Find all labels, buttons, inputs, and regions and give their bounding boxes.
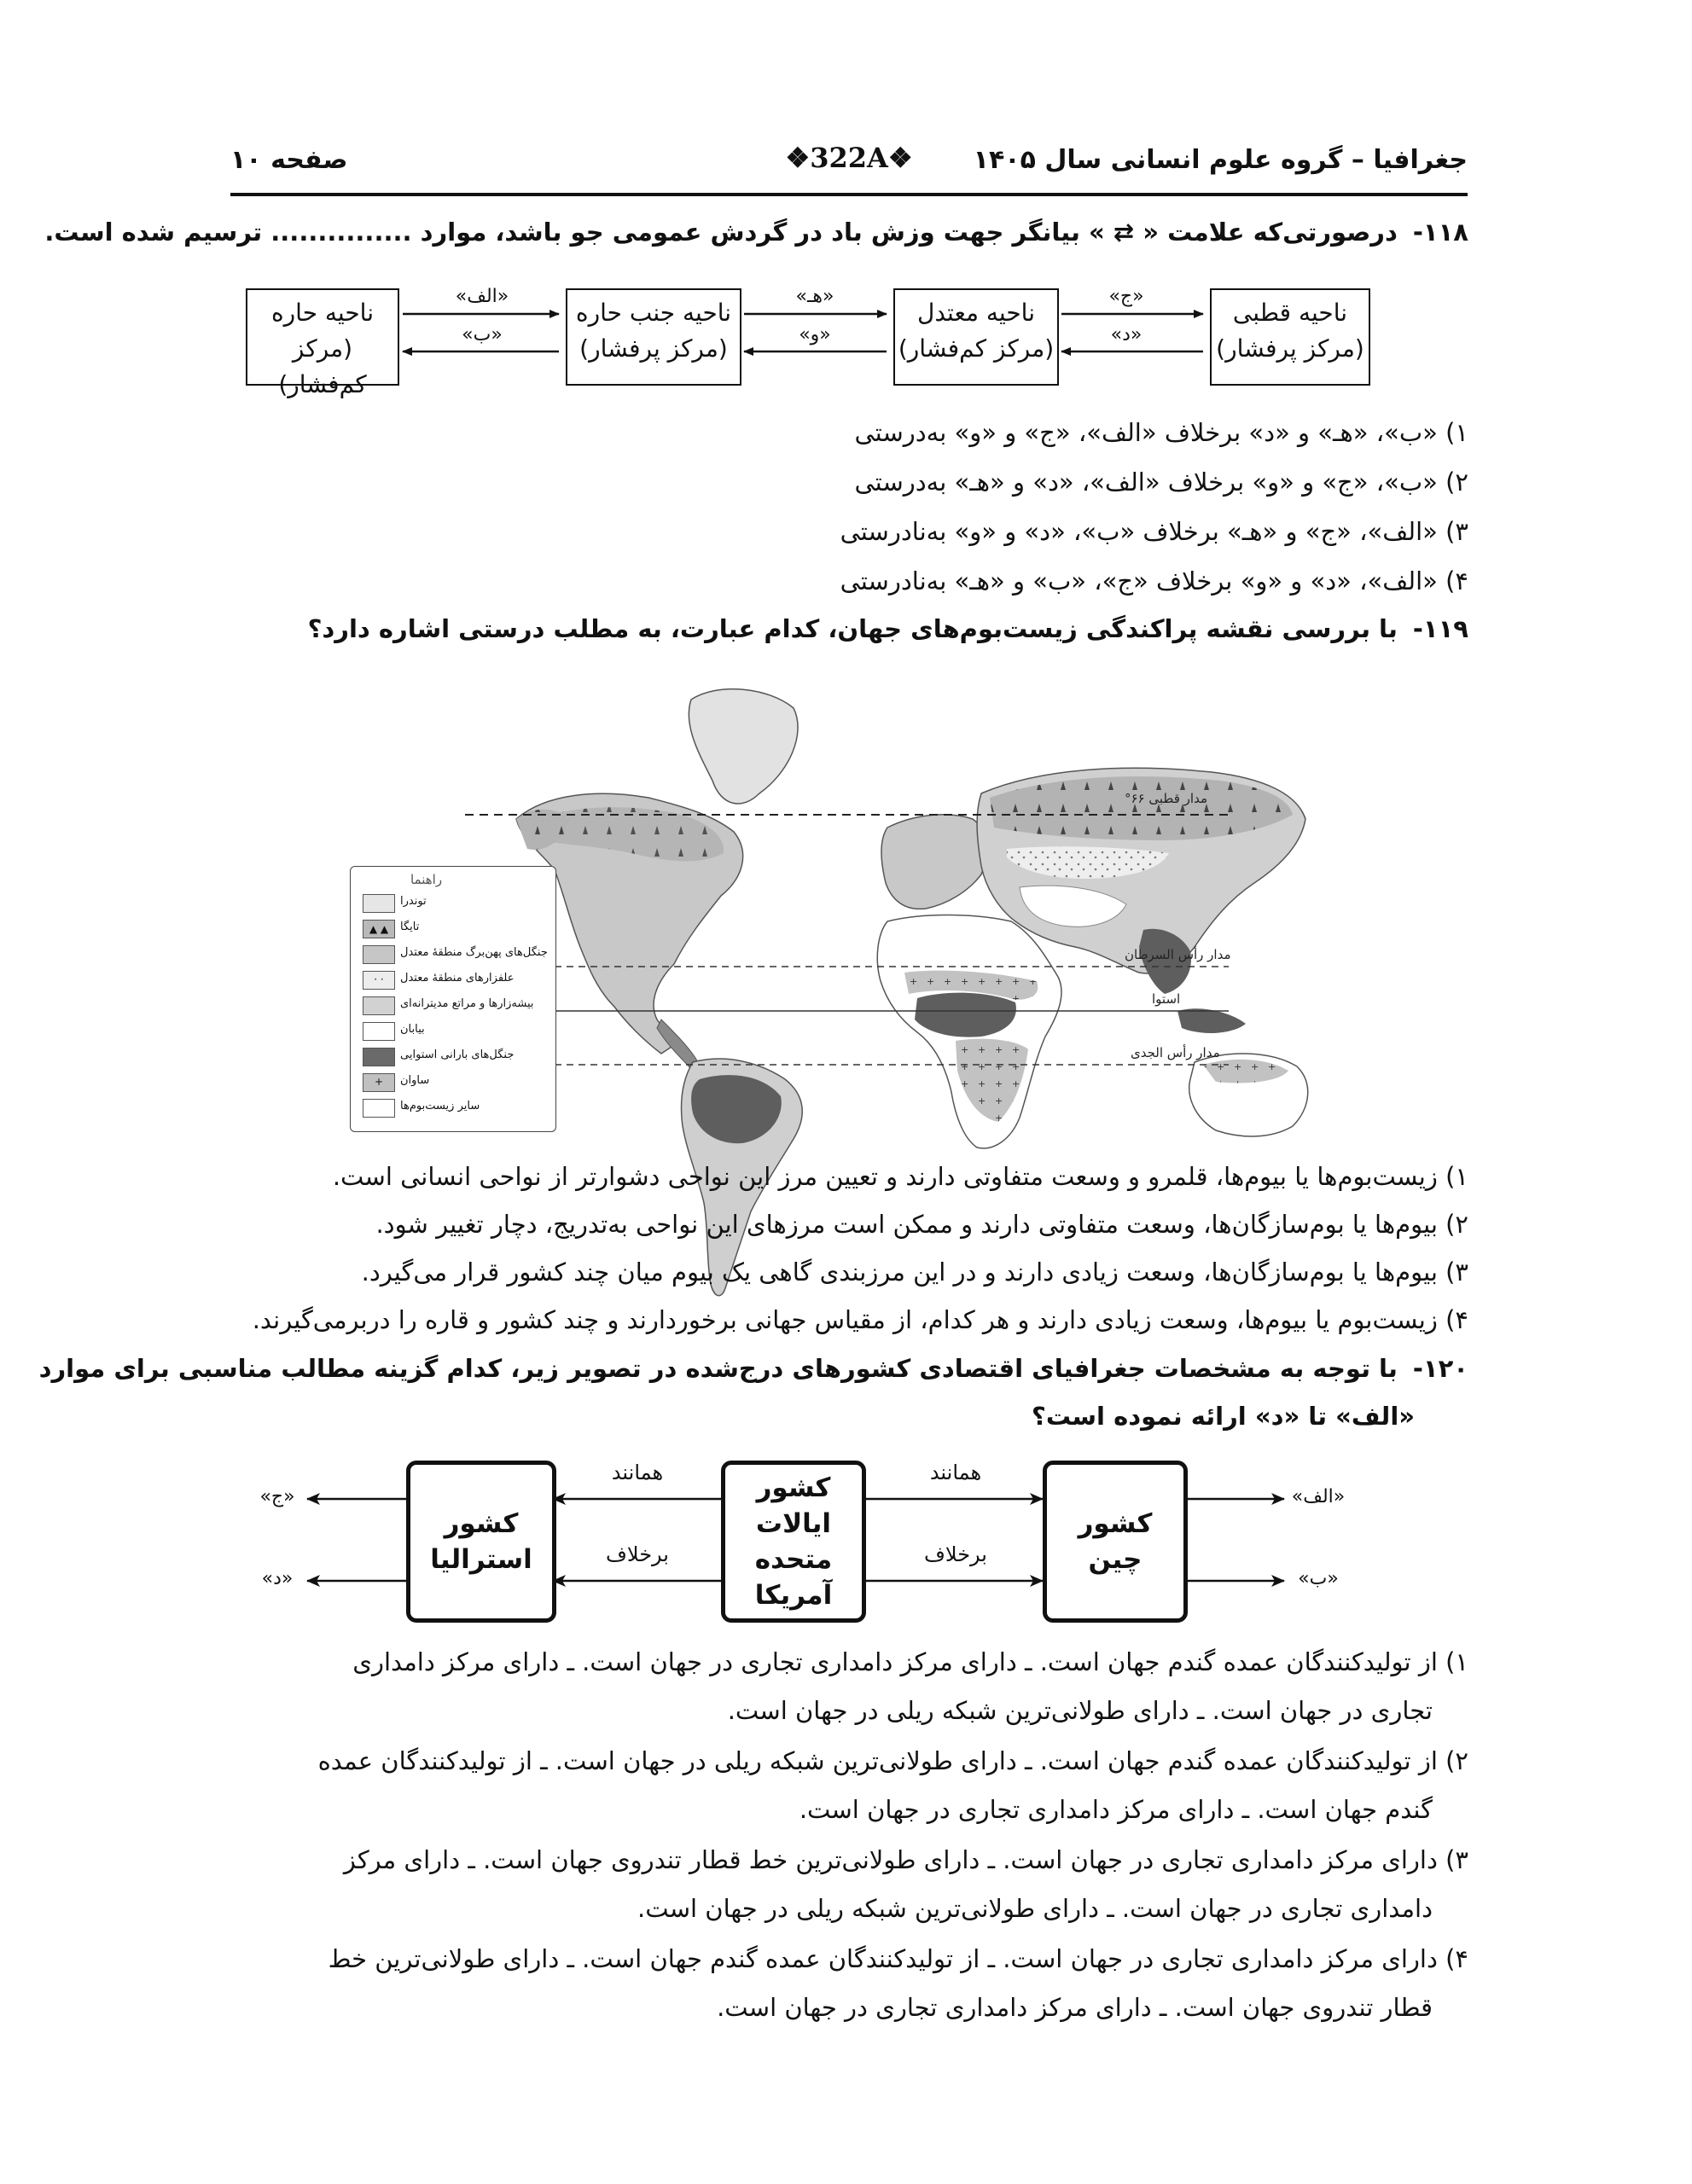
q119-option-2[interactable]: ۲) بیوم‌ها یا بوم‌سازگان‌ها، وسعت متفاوتی دارند و ممکن است مرزهای این نواحی به‌تدریج، دچار تغییر شود. [375,1210,1468,1239]
question-number: ۱۱۸- [1412,218,1468,247]
legend-item [363,920,555,938]
option-line: ۴) دارای مرکز دامداری تجاری در جهان است. ـ از تولیدکنندگان عمده گندم جهان است. ـ دارای طولانی‌ترین خط [328,1944,1468,1973]
legend-title: راهنما [410,872,443,887]
ornament-icon: ❖ [887,142,913,174]
option-line: ۲) از تولیدکنندگان عمده گندم جهان است. ـ دارای طولانی‌ترین شبکه ریلی در جهان است. ـ از تولیدکنندگان عمده [317,1746,1468,1775]
indonesia-rainforest [1177,1008,1246,1033]
legend-swatch [363,1048,395,1066]
q119-option-1[interactable]: ۱) زیست‌بوم‌ها یا بیوم‌ها، قلمرو و وسعت متفاوتی دارند و تعیین مرز این نواحی دشوارتر از نواحی انسانی است. [332,1162,1468,1191]
box-label: ناحیه حاره [270,299,375,327]
tropic-capricorn-label: مدار رأس الجدی [1131,1045,1220,1060]
legend-item [363,1022,555,1041]
legend-label: تایگا [400,921,420,933]
q118-option-4[interactable]: ۴) «الف»، «د» و «و» برخلاف «ج»، «ب» و «هـ» به‌نادرستی [840,566,1468,595]
question-120 [39,1354,1468,1383]
label-d: «د» [261,1568,294,1589]
arctic-circle-label: مدار قطبی ۶۶° [1125,791,1207,806]
legend-label: سایر زیست‌بوم‌ها [400,1100,480,1112]
box-china [1043,1461,1188,1623]
q120-option-4[interactable] [223,1935,1468,2032]
taiga-icon: ▲ ▲ [363,920,395,938]
europe-shape [881,815,987,909]
box-label: چین [1088,1544,1143,1575]
box-label: ناحیه جنب حاره [575,299,732,327]
legend-item [363,996,555,1015]
box-label: (مرکز کم‌فشار) [278,334,367,398]
legend-label: جنگل‌های بارانی استوایی [400,1048,515,1061]
q118-option-2[interactable]: ۲) «ب»، «ج» و «و» برخلاف «الف»، «د» و «هـ» به‌درستی [854,468,1468,497]
equator-label: استوا [1152,991,1181,1007]
asia-taiga [990,776,1293,840]
q118-option-1[interactable]: ۱) «ب»، «هـ» و «د» برخلاف «الف»، «ج» و «و» به‌درستی [854,418,1468,447]
savanna-icon: + [363,1073,395,1092]
question-text: درصورتی‌که علامت « ⇄ » بیانگر جهت وزش باد در گردش عمومی جو باشد، موارد ............... ترسیم شده است. [44,218,1398,247]
tropic-cancer-label: مدار رأس السرطان [1125,947,1231,962]
greenland-shape [689,689,798,804]
arrow-label-d: «د» [1110,324,1143,346]
question-120-cont: «الف» تا «د» ارائه نموده است؟ [1032,1402,1415,1431]
question-number: ۱۲۰- [1412,1354,1468,1383]
grassland-icon: · · [363,971,395,990]
legend-item [363,1073,555,1092]
option-line: دامداری تجاری در جهان است. ـ دارای طولانی‌ترین شبکه ریلی در جهان است. [637,1894,1433,1923]
legend-item [363,1099,555,1118]
legend-label: بیشه‌زارها و مراتع مدیترانه‌ای [400,997,534,1010]
question-number: ۱۱۹- [1412,614,1468,643]
label-same-left: همانند [611,1461,664,1484]
q120-option-3[interactable] [223,1836,1468,1933]
box-australia [406,1461,556,1623]
q120-option-2[interactable] [223,1737,1468,1834]
q119-option-4[interactable]: ۴) زیست‌بوم یا بیوم‌ها، وسعت زیادی دارند و هر کدام، از مقیاس جهانی برخوردارند و چند کشور و قاره را دربرمی‌گیرند. [252,1305,1468,1334]
subject-title: جغرافیا – گروه علوم انسانی سال ۱۴۰۵ [973,145,1468,175]
arrow-label-v: «و» [799,324,831,346]
page-number: صفحه ۱۰ [230,145,348,175]
q120-option-1[interactable] [223,1638,1468,1735]
legend-item [363,1048,555,1066]
box-label: (مرکز پرفشار) [1216,334,1364,363]
box-label: کشور [444,1508,519,1539]
q118-option-3[interactable]: ۳) «الف»، «ج» و «هـ» برخلاف «ب»، «د» و «و» به‌نادرستی [840,517,1468,546]
legend-item [363,971,555,990]
arrow-label-alef: «الف» [455,286,509,307]
option-line: ۱) از تولیدکنندگان عمده گندم جهان است. ـ دارای مرکز دامداری تجاری در جهان است. ـ دارای مرکز دامداری [352,1647,1468,1676]
option-line: گندم جهان است. ـ دارای مرکز دامداری تجاری در جهان است. [799,1795,1433,1824]
option-line: ۳) دارای مرکز دامداری تجاری در جهان است. ـ دارای طولانی‌ترین خط قطار تندروی جهان است. ـ دارای مرکز [343,1845,1468,1874]
legend-label: توندرا [400,895,427,908]
legend-swatch [363,1099,395,1118]
label-j: «ج» [259,1486,295,1507]
box-label: (مرکز پرفشار) [579,334,728,363]
label-same-right: همانند [929,1461,982,1484]
legend-label: ساوان [400,1074,430,1087]
legend-swatch [363,996,395,1015]
box-label: کشور [756,1472,831,1503]
option-line: تجاری در جهان است. ـ دارای طولانی‌ترین شبکه ریلی در جهان است. [727,1696,1433,1725]
legend-swatch [363,894,395,913]
box-label: آمریکا [754,1580,833,1611]
q119-option-3[interactable]: ۳) بیوم‌ها یا بوم‌سازگان‌ها، وسعت زیادی دارند و در این مرزبندی گاهی یک بیوم میان چند کشور قرار می‌گیرد. [361,1258,1468,1287]
arrow-label-j: «ج» [1108,286,1144,307]
option-line: قطار تندروی جهان است. ـ دارای مرکز دامداری تجاری در جهان است. [717,1993,1433,2022]
label-unlike-left: برخلاف [606,1542,669,1566]
question-text: با بررسی نقشه پراکندگی زیست‌بوم‌های جهان، کدام عبارت، به مطلب درستی اشاره دارد؟ [307,614,1398,643]
box-label: کشور [1078,1508,1153,1539]
legend-swatch [363,945,395,964]
legend-label: علفزارهای منطقهٔ معتدل [400,972,515,985]
label-b: «ب» [1298,1568,1339,1589]
booklet-code-text: 322A [810,142,888,174]
question-text-line1: با توجه به مشخصات جغرافیای اقتصادی کشورهای درج‌شده در تصویر زیر، کدام گزینه مطالب مناسبی برای موارد [38,1354,1398,1383]
box-label: ناحیه قطبی [1232,299,1348,327]
legend-label: بیابان [400,1023,425,1036]
arrow-label-b: «ب» [462,324,503,346]
legend-label: جنگل‌های پهن‌برگ منطقهٔ معتدل [400,946,548,959]
ornament-icon: ❖ [785,142,811,174]
box-label: استرالیا [430,1544,532,1575]
label-unlike-right: برخلاف [924,1542,987,1566]
legend-swatch [363,1022,395,1041]
box-label: ایالات متحده [754,1508,833,1575]
legend-item [363,894,555,913]
map-legend [350,866,556,1132]
arrow-label-h: «هـ» [795,286,834,307]
box-label: (مرکز کم‌فشار) [898,334,1055,363]
box-label: ناحیه معتدل [917,299,1035,327]
legend-item [363,945,555,964]
label-alef: «الف» [1291,1486,1346,1507]
box-usa [721,1461,866,1623]
